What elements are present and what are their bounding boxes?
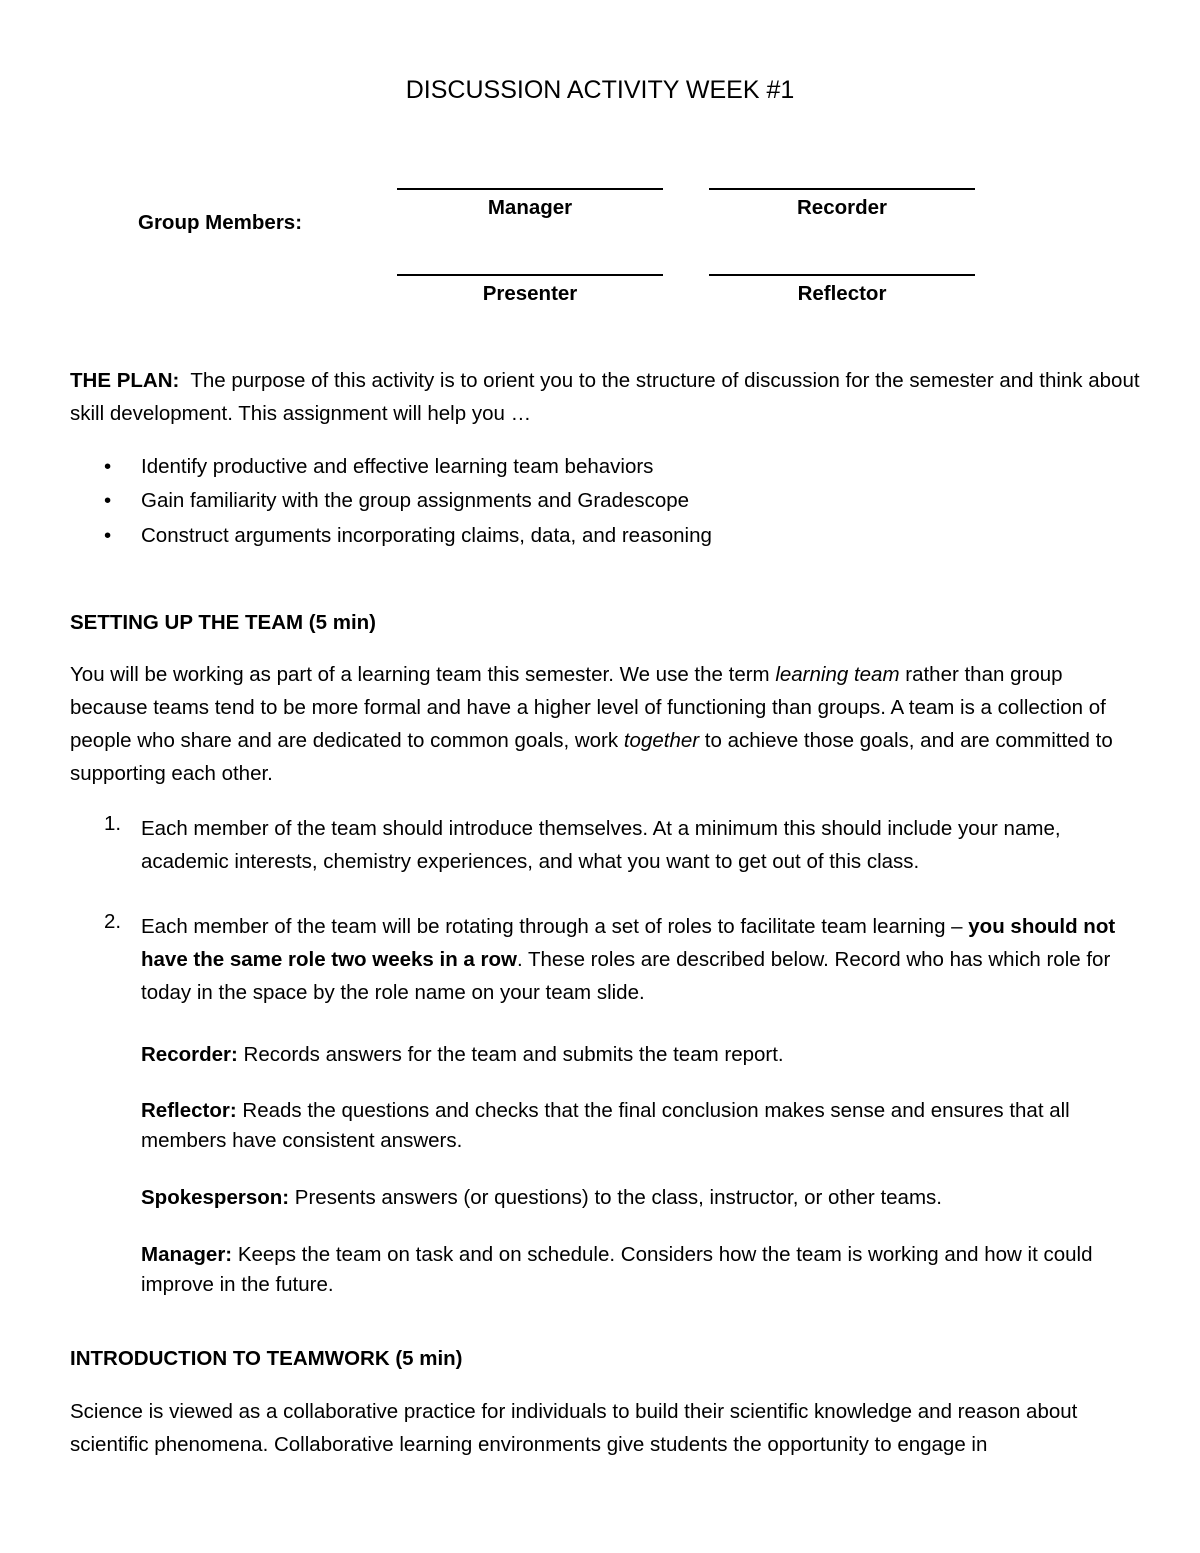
list-number: 1.	[104, 812, 122, 835]
role-label-reflector: Reflector	[797, 282, 887, 305]
role-desc: Records answers for the team and submits the team report.	[237, 1043, 784, 1066]
role-desc: Presents answers (or questions) to the class, instructor, or other teams.	[289, 1186, 942, 1209]
plan-bullet: Gain familiarity with the group assignments and Gradescope	[141, 489, 690, 512]
intro-paragraph: Science is viewed as a collaborative practice for individuals to build their scientific knowledge and reason about scientific phenomena. Collaborative learning environments give students the opportunity to engage in	[70, 1400, 1078, 1456]
role-description-spokesperson	[141, 1183, 1121, 1213]
setup-paragraph	[70, 658, 1140, 790]
item2-emphasis: you should not have the same role two weeks in a row	[141, 915, 1116, 971]
page-title: DISCUSSION ACTIVITY WEEK #1	[405, 76, 795, 104]
setup-text-1: You will be working as part of a learning team this semester. We use the term	[70, 663, 776, 686]
setup-heading: SETTING UP THE TEAM (5 min)	[70, 611, 376, 634]
setup-italic-2: together	[623, 729, 700, 752]
signature-line	[709, 188, 975, 190]
role-desc: Reads the questions and checks that the final conclusion makes sense and ensures that all members have consistent answers.	[141, 1099, 1070, 1152]
role-name: Reflector:	[141, 1099, 237, 1122]
role-label-presenter: Presenter	[482, 282, 578, 305]
role-description-reflector	[141, 1096, 1121, 1156]
signature-reflector	[709, 274, 975, 306]
bullet-icon: •	[104, 455, 112, 478]
role-name: Spokesperson:	[141, 1186, 290, 1209]
plan-text: The purpose of this activity is to orient you to the structure of discussion for the semester and think about skill development. This assignment will help you …	[70, 369, 1140, 425]
signature-line	[397, 188, 663, 190]
bullet-icon: •	[104, 489, 112, 512]
signature-presenter	[397, 274, 663, 306]
item2-text-b: . These roles are described below. Record who has which role for today in the space by the role name on your team slide.	[141, 948, 1111, 1004]
setup-italic-1: learning team	[775, 663, 900, 686]
signature-line	[397, 274, 663, 276]
group-members-label: Group Members:	[138, 211, 303, 234]
plan-paragraph	[70, 364, 1140, 430]
role-description-manager	[141, 1240, 1121, 1300]
intro-heading: INTRODUCTION TO TEAMWORK (5 min)	[70, 1347, 463, 1370]
role-description-recorder	[141, 1040, 1121, 1070]
role-label-manager: Manager	[487, 196, 573, 219]
role-label-recorder: Recorder	[796, 196, 887, 219]
setup-item-2	[141, 910, 1141, 1009]
setup-item-1: Each member of the team should introduce themselves. At a minimum this should include your name, academic interests, chemistry experiences, and what you want to get out of this class.	[141, 817, 1061, 873]
role-desc: Keeps the team on task and on schedule. Considers how the team is working and how it could improve in the future.	[141, 1243, 1093, 1296]
item2-text-a: Each member of the team will be rotating through a set of roles to facilitate team learning –	[141, 915, 969, 938]
plan-label: THE PLAN:	[70, 369, 180, 392]
signature-manager	[397, 188, 663, 220]
bullet-icon: •	[104, 524, 112, 547]
list-number: 2.	[104, 910, 122, 933]
signature-line	[709, 274, 975, 276]
role-name: Manager:	[141, 1243, 233, 1266]
signature-recorder	[709, 188, 975, 220]
plan-bullet: Identify productive and effective learning team behaviors	[141, 455, 654, 478]
setup-text-3: to achieve those goals, and are committed to supporting each other.	[70, 729, 1113, 785]
setup-text-2: rather than group because teams tend to be more formal and have a higher level of functioning than groups. A team is a collection of people who share and are dedicated to common goals, work	[70, 663, 1106, 752]
role-name: Recorder:	[141, 1043, 238, 1066]
plan-bullet: Construct arguments incorporating claims, data, and reasoning	[141, 524, 712, 547]
